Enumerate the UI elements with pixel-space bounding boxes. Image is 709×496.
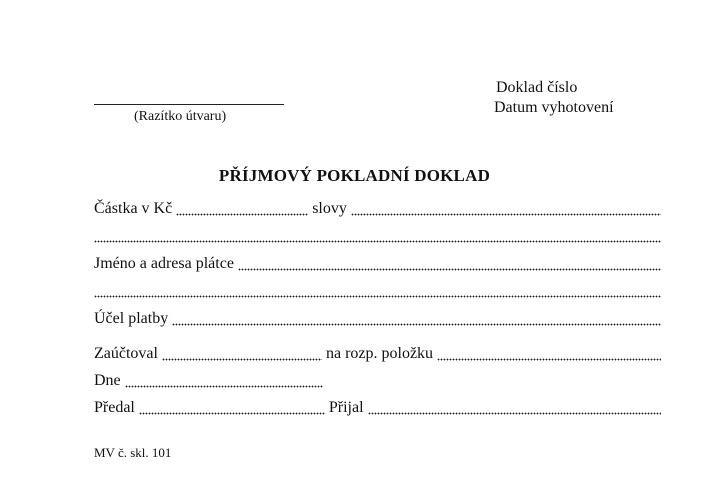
received-field[interactable] (368, 412, 661, 415)
amount-in-words-field[interactable] (351, 213, 661, 216)
purpose-field[interactable] (172, 323, 661, 326)
accounted-field[interactable] (162, 358, 322, 361)
payer-field[interactable] (238, 268, 661, 271)
budget-item-field[interactable] (437, 358, 661, 361)
purpose-label: Účel platby (94, 310, 169, 327)
words-label: slovy (312, 200, 347, 217)
payer-continuation-field[interactable] (94, 295, 661, 298)
amount-field[interactable] (176, 213, 308, 216)
day-field[interactable] (125, 385, 323, 388)
payer-label: Jméno a adresa plátce (94, 255, 234, 272)
handover-row (94, 399, 661, 419)
doc-number-label: Doklad číslo (496, 79, 578, 96)
document-title: PŘÍJMOVÝ POKLADNÍ DOKLAD (218, 166, 491, 185)
amount-label: Částka v Kč (94, 200, 173, 217)
budget-item-label: na rozp. položku (325, 345, 434, 362)
day-label: Dne (94, 372, 121, 389)
payer-continuation-row (94, 282, 661, 302)
handed-label: Předal (94, 399, 135, 416)
accounted-label: Zaúčtoval (94, 345, 158, 362)
purpose-row (94, 310, 661, 330)
stamp-caption: (Razítko útvaru) (134, 109, 227, 124)
accounting-row (94, 345, 661, 365)
date-label: Datum vyhotovení (494, 99, 614, 116)
handed-field[interactable] (139, 412, 325, 415)
form-code: MV č. skl. 101 (94, 445, 172, 460)
amount-row (94, 200, 661, 220)
received-label: Přijal (328, 399, 364, 416)
day-row (94, 372, 661, 392)
amount-words-continuation-row (94, 227, 661, 247)
amount-words-continuation-field[interactable] (94, 240, 661, 243)
payer-row (94, 255, 661, 275)
stamp-signature-line (94, 104, 284, 105)
